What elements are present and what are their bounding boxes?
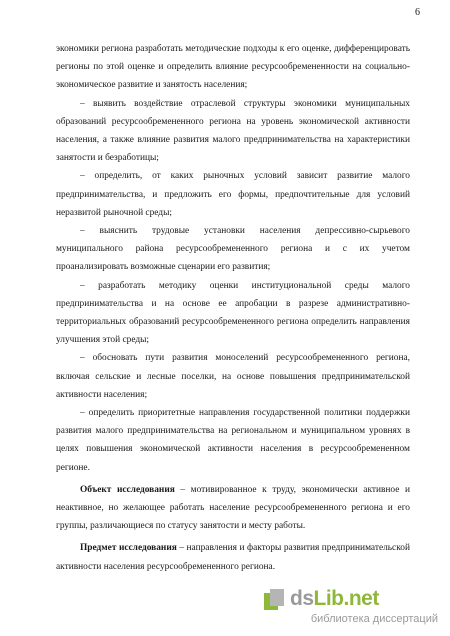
research-object-text: – мотивированное к труду, экономически активное и неактивное, но желающее работать население ресурсообремененного региона и его группы, различающиеся по статусу занятости и месту работы. (56, 484, 410, 532)
list-item: – выявить воздействие отраслевой структуры экономики муниципальных образований ресурсообремененного региона на уровень экономической активности населения, а также влияние развития малого предпринимательства на характеристики занятости и безработицы; (56, 98, 410, 164)
dslib-subtitle: библиотека диссертаций (310, 613, 438, 625)
research-object-term: Объект исследования (80, 484, 175, 495)
dslib-brand-main: Lib.net (313, 587, 379, 610)
list-item: – определить приоритетные направления государственной политики поддержки развития малого предпринимательства на региональном и муниципальном уровнях в целях повышения экономической активности населения в ресурсообремененном регионе. (56, 408, 410, 473)
list-item: – выяснить трудовые установки населения депрессивно-сырьевого муниципального района ресурсообремененного региона и с их учетом проанализировать возможные сценарии его развития; (56, 226, 410, 273)
list-item: – разработать методику оценки институциональной среды малого предпринимательства и на основе ее апробации в разрезе административно-территориальных образований ресурсообремененного региона определить направления улучшения этой среды; (56, 280, 410, 346)
list-item: – обосновать пути развития моноселений ресурсообремененного региона, включая сельские и лесные поселки, на основе повышения предпринимательской активности населения; (56, 353, 410, 400)
body-text (56, 40, 410, 576)
paragraph-continuation: экономики региона разработать методические подходы к его оценке, дифференцировать регионы по этой оценке и определить влияние ресурсообремененности на социально-экономическое развитие и занятость населения; (56, 44, 410, 91)
research-subject-term: Предмет исследования (80, 543, 177, 554)
page-number: 6 (415, 7, 420, 18)
research-subject-paragraph (56, 539, 410, 575)
research-object-paragraph (56, 481, 410, 536)
research-subject-text: – направления и факторы развития предпринимательской активности населения ресурсообремененного региона. (56, 543, 411, 572)
dslib-brand (290, 586, 379, 612)
dslib-brand-prefix: ds (290, 587, 314, 610)
list-item: – определить, от каких рыночных условий зависит развитие малого предпринимательства, и предложить его формы, предпочтительные для условий неразвитой рыночной среды; (56, 171, 410, 218)
dslib-logo-icon (262, 588, 286, 612)
dslib-watermark (262, 588, 438, 628)
